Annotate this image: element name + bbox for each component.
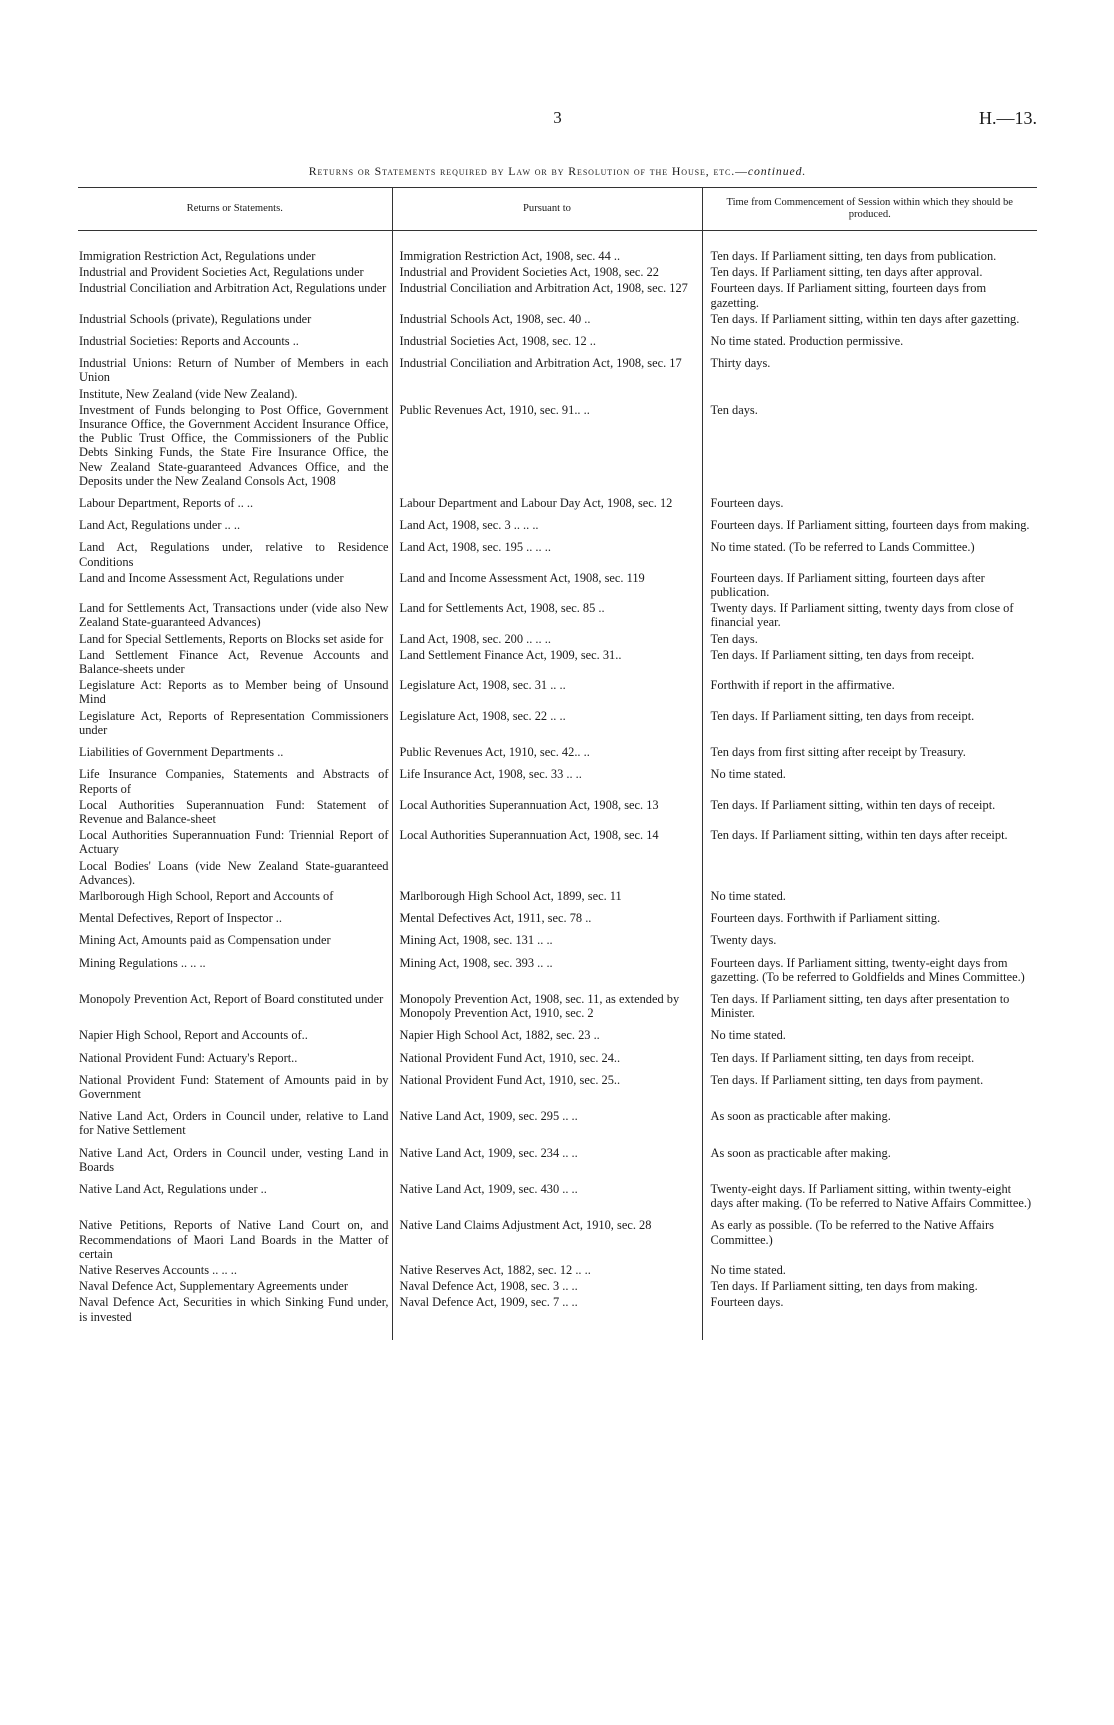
table-row [78,265,1037,281]
column-header-time: Time from Commencement of Session within which they should be produced. [702,188,1037,231]
pursuant-cell: Land for Settlements Act, 1908, sec. 85 .. [392,601,702,631]
table-row [78,1146,1037,1182]
table-title-continued: continued. [747,164,807,178]
time-cell: No time stated. Production permissive. [702,334,1037,356]
pursuant-cell: Naval Defence Act, 1909, sec. 7 .. .. [392,1295,702,1325]
pursuant-cell: Monopoly Prevention Act, 1908, sec. 11, as extended by Monopoly Prevention Act, 1910, sec. 2 [392,992,702,1028]
statement-cell: Industrial Conciliation and Arbitration Act, Regulations under [79,281,387,296]
time-cell: Fourteen days. [702,496,1037,518]
statement-cell: Mining Act, Amounts paid as Compensation under [79,933,331,948]
pursuant-cell: Land Act, 1908, sec. 200 .. .. .. [392,632,702,648]
statement-cell: Land Act, Regulations under .. .. [79,518,241,533]
table-row [78,356,1037,386]
page-number: 3 [553,108,562,127]
time-cell: No time stated. [702,767,1037,797]
table-row [78,798,1037,828]
pursuant-cell: Native Land Act, 1909, sec. 234 .. .. [392,1146,702,1182]
table-row [78,648,1037,678]
table-row [78,956,1037,992]
time-cell: Fourteen days. If Parliament sitting, fourteen days from making. [702,518,1037,540]
pursuant-cell: Immigration Restriction Act, 1908, sec. 44 .. [392,249,702,265]
column-header-pursuant: Pursuant to [392,188,702,231]
statement-cell: National Provident Fund: Actuary's Report.. [79,1050,298,1065]
time-cell: No time stated. [702,1028,1037,1050]
statement-cell: Naval Defence Act, Securities in which Sinking Fund under, is invested [79,1295,389,1324]
table-row [78,709,1037,745]
table-row [78,828,1037,858]
table-spacer [78,231,1037,250]
statement-cell: Legislature Act: Reports as to Member being of Unsound Mind [79,678,389,707]
statement-cell: Mental Defectives, Report of Inspector .. [79,911,282,926]
pursuant-cell: Industrial Conciliation and Arbitration Act, 1908, sec. 127 [392,281,702,311]
pursuant-cell: Land Act, 1908, sec. 195 .. .. .. [392,540,702,570]
table-row [78,678,1037,708]
document-code: H.—13. [979,108,1037,128]
statement-cell: Mining Regulations .. .. .. [79,955,206,970]
time-cell: Fourteen days. Forthwith if Parliament sitting. [702,911,1037,933]
time-cell: Ten days. If Parliament sitting, within ten days of receipt. [702,798,1037,828]
statement-cell: Naval Defence Act, Supplementary Agreements under [79,1279,349,1294]
statement-cell: Land Act, Regulations under, relative to Residence Conditions [79,540,389,569]
table-row [78,601,1037,631]
time-cell: Forthwith if report in the affirmative. [702,678,1037,708]
table-row [78,1295,1037,1325]
table-row [78,249,1037,265]
table-row [78,745,1037,767]
table-row [78,767,1037,797]
pursuant-cell: Life Insurance Act, 1908, sec. 33 .. .. [392,767,702,797]
table-row [78,1218,1037,1263]
statement-cell: Land and Income Assessment Act, Regulations under [79,570,344,585]
time-cell: Ten days. If Parliament sitting, ten days from publication. [702,249,1037,265]
table-row [78,632,1037,648]
time-cell: Fourteen days. If Parliament sitting, fourteen days after publication. [702,571,1037,601]
table-title [78,164,1037,179]
statement-cell: Legislature Act, Reports of Representation Commissioners under [79,708,389,737]
table-row [78,1028,1037,1050]
statement-cell: National Provident Fund: Statement of Amounts paid in by Government [79,1072,389,1101]
time-cell: As soon as practicable after making. [702,1109,1037,1145]
time-cell: Twenty days. [702,933,1037,955]
pursuant-cell [392,859,702,889]
statement-cell: Local Bodies' Loans (vide New Zealand State-guaranteed Advances). [79,858,389,887]
time-cell: No time stated. [702,1263,1037,1279]
table-row [78,540,1037,570]
time-cell: Ten days. If Parliament sitting, within ten days after receipt. [702,828,1037,858]
time-cell: As early as possible. (To be referred to the Native Affairs Committee.) [702,1218,1037,1263]
pursuant-cell: National Provident Fund Act, 1910, sec. 24.. [392,1051,702,1073]
time-cell: Ten days. If Parliament sitting, within ten days after gazetting. [702,312,1037,334]
statement-cell: Land for Special Settlements, Reports on Blocks set aside for [79,631,384,646]
table-row [78,496,1037,518]
table-body [78,231,1037,1340]
statement-cell: Industrial Schools (private), Regulations under [79,311,312,326]
statement-cell: Life Insurance Companies, Statements and Abstracts of Reports of [79,767,389,796]
table-row [78,911,1037,933]
document-page [78,108,1037,1340]
pursuant-cell: Industrial Societies Act, 1908, sec. 12 .. [392,334,702,356]
table-row [78,992,1037,1028]
time-cell: No time stated. [702,889,1037,911]
time-cell: No time stated. (To be referred to Lands Committee.) [702,540,1037,570]
pursuant-cell: Mining Act, 1908, sec. 131 .. .. [392,933,702,955]
pursuant-cell: Naval Defence Act, 1908, sec. 3 .. .. [392,1279,702,1295]
statement-cell: Local Authorities Superannuation Fund: Triennial Report of Actuary [79,828,389,857]
pursuant-cell: Industrial Conciliation and Arbitration Act, 1908, sec. 17 [392,356,702,386]
table-row [78,1182,1037,1218]
table-row [78,859,1037,889]
pursuant-cell: Marlborough High School Act, 1899, sec. 11 [392,889,702,911]
table-row [78,518,1037,540]
table-row [78,933,1037,955]
table-header-row [78,188,1037,231]
statement-cell: Industrial Societies: Reports and Accounts .. [79,334,299,349]
statement-cell: Napier High School, Report and Accounts of.. [79,1028,308,1043]
statement-cell: Labour Department, Reports of .. .. [79,496,254,511]
statement-cell: Native Reserves Accounts .. .. .. [79,1262,237,1277]
time-cell: Ten days. If Parliament sitting, ten days from receipt. [702,648,1037,678]
pursuant-cell: Legislature Act, 1908, sec. 31 .. .. [392,678,702,708]
statement-cell: Institute, New Zealand (vide New Zealand). [79,386,298,401]
table-spacer [78,1326,1037,1340]
pursuant-cell: Native Reserves Act, 1882, sec. 12 .. .. [392,1263,702,1279]
statement-cell: Liabilities of Government Departments .. [79,745,284,760]
table-row [78,1279,1037,1295]
time-cell: Fourteen days. If Parliament sitting, twenty-eight days from gazetting. (To be referred to Goldfields and Mines Committee.) [702,956,1037,992]
statement-cell: Industrial and Provident Societies Act, Regulations under [79,265,364,280]
time-cell: Twenty days. If Parliament sitting, twenty days from close of financial year. [702,601,1037,631]
table-row [78,1051,1037,1073]
pursuant-cell: Mental Defectives Act, 1911, sec. 78 .. [392,911,702,933]
statement-cell: Local Authorities Superannuation Fund: Statement of Revenue and Balance-sheet [79,797,389,826]
time-cell: Ten days. If Parliament sitting, ten days from making. [702,1279,1037,1295]
statement-cell: Immigration Restriction Act, Regulations under [79,249,316,263]
table-row [78,312,1037,334]
time-cell: Ten days. If Parliament sitting, ten days from receipt. [702,709,1037,745]
time-cell: Ten days. If Parliament sitting, ten days after presentation to Minister. [702,992,1037,1028]
pursuant-cell: Legislature Act, 1908, sec. 22 .. .. [392,709,702,745]
statement-cell: Native Land Act, Orders in Council under, relative to Land for Native Settlement [79,1109,389,1138]
statement-cell: Investment of Funds belonging to Post Office, Government Insurance Office, the Government Accident Insurance Office, the Public Trust Office, the Commissioners of the Public Debts Sinking Funds, the State Fire Insurance Office, the New Zealand State-guaranteed Advances Office, and the Deposits under the New Zealand Consols Act, 1908 [79,402,389,488]
table-title-text: Returns or Statements required by Law or by Resolution of the House, etc.— [308,164,748,178]
pursuant-cell: Public Revenues Act, 1910, sec. 42.. .. [392,745,702,767]
time-cell: Ten days from first sitting after receipt by Treasury. [702,745,1037,767]
time-cell: Ten days. If Parliament sitting, ten days from payment. [702,1073,1037,1109]
returns-table [78,187,1037,1340]
statement-cell: Land for Settlements Act, Transactions under (vide also New Zealand State-guaranteed Advances) [79,601,389,630]
table-row [78,1109,1037,1145]
pursuant-cell: Public Revenues Act, 1910, sec. 91.. .. [392,403,702,496]
pursuant-cell: Local Authorities Superannuation Act, 1908, sec. 14 [392,828,702,858]
pursuant-cell: National Provident Fund Act, 1910, sec. 25.. [392,1073,702,1109]
pursuant-cell: Native Land Act, 1909, sec. 430 .. .. [392,1182,702,1218]
pursuant-cell: Land Settlement Finance Act, 1909, sec. 31.. [392,648,702,678]
table-row [78,334,1037,356]
pursuant-cell: Local Authorities Superannuation Act, 1908, sec. 13 [392,798,702,828]
pursuant-cell: Native Land Act, 1909, sec. 295 .. .. [392,1109,702,1145]
pursuant-cell: Labour Department and Labour Day Act, 1908, sec. 12 [392,496,702,518]
time-cell: Thirty days. [702,356,1037,386]
statement-cell: Industrial Unions: Return of Number of Members in each Union [79,356,389,385]
pursuant-cell: Industrial and Provident Societies Act, 1908, sec. 22 [392,265,702,281]
statement-cell: Monopoly Prevention Act, Report of Board constituted under [79,991,384,1006]
column-header-statements: Returns or Statements. [78,188,392,231]
table-row [78,387,1037,403]
pursuant-cell: Napier High School Act, 1882, sec. 23 .. [392,1028,702,1050]
pursuant-cell: Land and Income Assessment Act, 1908, sec. 119 [392,571,702,601]
time-cell [702,859,1037,889]
table-row [78,1263,1037,1279]
time-cell: Fourteen days. [702,1295,1037,1325]
pursuant-cell: Native Land Claims Adjustment Act, 1910, sec. 28 [392,1218,702,1263]
time-cell: Fourteen days. If Parliament sitting, fourteen days from gazetting. [702,281,1037,311]
pursuant-cell: Land Act, 1908, sec. 3 .. .. .. [392,518,702,540]
time-cell: Ten days. If Parliament sitting, ten days after approval. [702,265,1037,281]
time-cell: Twenty-eight days. If Parliament sitting, within twenty-eight days after making. (To be referred to Native Affairs Committee.) [702,1182,1037,1218]
time-cell: Ten days. [702,632,1037,648]
pursuant-cell: Mining Act, 1908, sec. 393 .. .. [392,956,702,992]
statement-cell: Native Land Act, Orders in Council under, vesting Land in Boards [79,1145,389,1174]
statement-cell: Native Land Act, Regulations under .. [79,1181,267,1196]
table-row [78,281,1037,311]
table-row [78,889,1037,911]
time-cell: As soon as practicable after making. [702,1146,1037,1182]
time-cell: Ten days. If Parliament sitting, ten days from receipt. [702,1051,1037,1073]
table-row [78,571,1037,601]
time-cell: Ten days. [702,403,1037,496]
table-row [78,1073,1037,1109]
statement-cell: Marlborough High School, Report and Accounts of [79,888,334,903]
statement-cell: Native Petitions, Reports of Native Land Court on, and Recommendations of Maori Land Boards in the Matter of certain [79,1218,389,1261]
page-header [78,108,1037,138]
pursuant-cell [392,387,702,403]
pursuant-cell: Industrial Schools Act, 1908, sec. 40 .. [392,312,702,334]
statement-cell: Land Settlement Finance Act, Revenue Accounts and Balance-sheets under [79,647,389,677]
table-row [78,403,1037,496]
time-cell [702,387,1037,403]
